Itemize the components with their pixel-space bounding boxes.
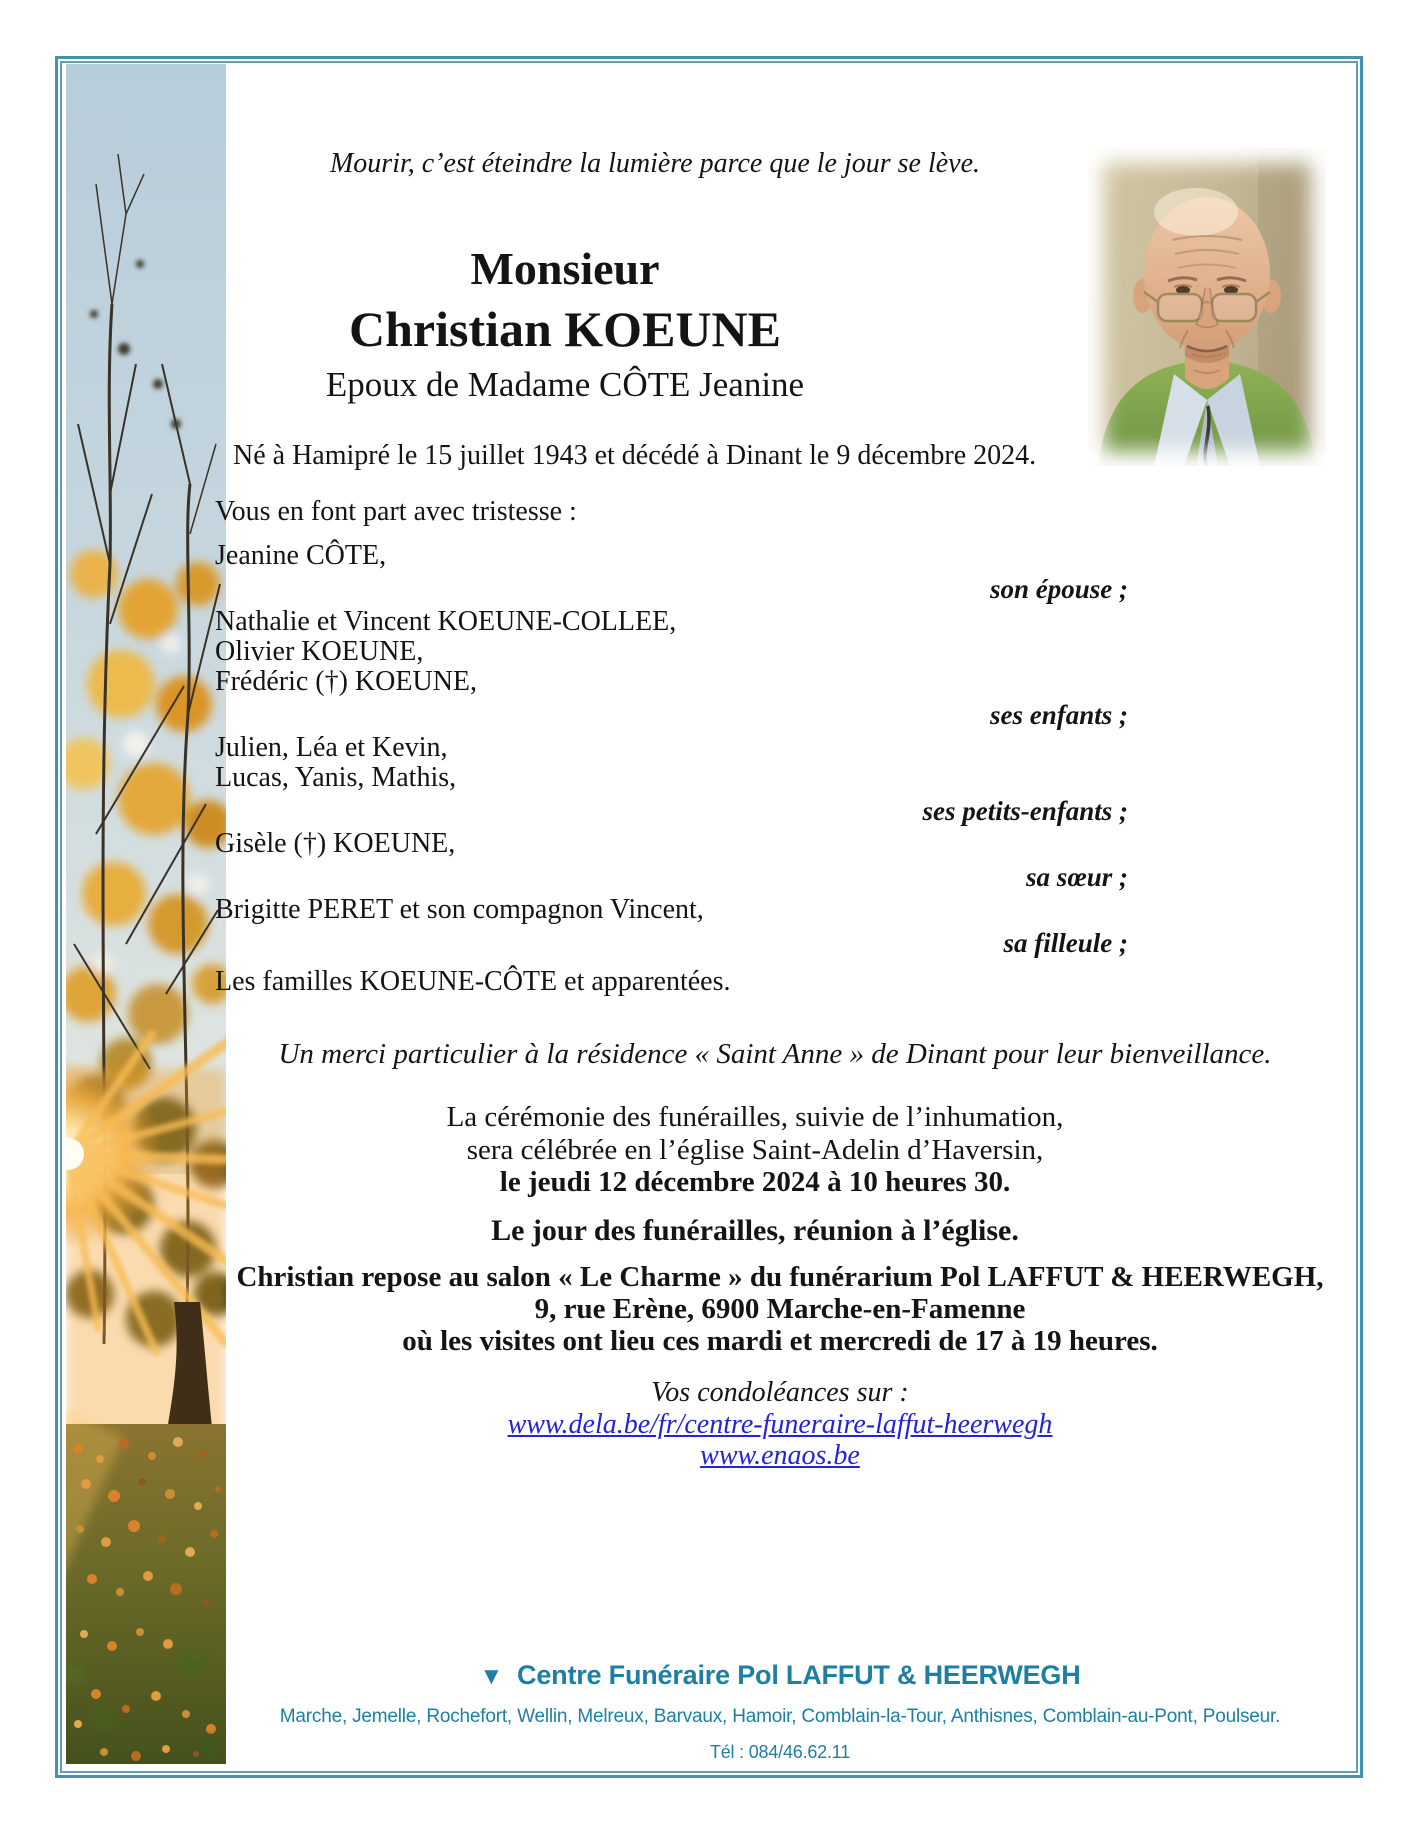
family-group	[215, 541, 1128, 604]
family-relation-label: ses petits-enfants ;	[922, 796, 1128, 826]
spouse-line: Epoux de Madame CÔTE Jeanine	[325, 365, 805, 404]
funeral-home-footer	[225, 1660, 1335, 1763]
portrait-vignette	[1088, 148, 1326, 466]
repose-visits-line: où les visites ont lieu ces mardi et mercredi de 17 à 19 heures.	[402, 1325, 1158, 1357]
family-relation-label: sa sœur ;	[1025, 862, 1128, 892]
funeral-home-cities: Marche, Jemelle, Rochefort, Wellin, Melreux, Barvaux, Hamoir, Comblain-la-Tour, Anthisnes, Comblain-au-Pont, Poulseur.	[279, 1706, 1281, 1727]
autumn-trees-photo	[66, 64, 226, 1764]
meeting-line: Le jour des funérailles, réunion à l’église.	[491, 1213, 1019, 1247]
family-member-name: Brigitte PERET et son compagnon Vincent,	[215, 894, 704, 925]
announcement-line: Vous en font part avec tristesse :	[215, 496, 577, 527]
family-relation-label: sa filleule ;	[1003, 928, 1128, 958]
condolences-link-dela[interactable]: www.dela.be/fr/centre-funeraire-laffut-heerwegh	[507, 1408, 1053, 1440]
ceremony-block	[160, 1101, 1350, 1247]
family-member-name: Frédéric (†) KOEUNE,	[215, 666, 478, 697]
family-member-name: Olivier KOEUNE,	[215, 636, 424, 667]
thanks-line: Un merci particulier à la résidence « Saint Anne » de Dinant pour leur bienveillance.	[278, 1038, 1272, 1070]
family-member-name: Lucas, Yanis, Mathis,	[215, 762, 457, 793]
funeral-home-name	[225, 1660, 1335, 1691]
family-group	[215, 607, 1128, 730]
funeral-home-name-text: Centre Funéraire Pol LAFFUT & HEERWEGH	[517, 1660, 1081, 1690]
family-relation-label: son épouse ;	[989, 574, 1128, 604]
deceased-name: Christian KOEUNE	[348, 301, 781, 357]
condolences-block	[225, 1377, 1335, 1472]
title-prefix: Monsieur	[470, 243, 660, 294]
family-group	[215, 895, 1128, 958]
ceremony-line-2: sera célébrée en l’église Saint-Adelin d’Haversin,	[466, 1133, 1044, 1166]
family-list	[215, 541, 1128, 961]
family-member-name: Jeanine CÔTE,	[215, 540, 387, 571]
birth-death-line: Né à Hamipré le 15 juillet 1943 et décédé à Dinant le 9 décembre 2024.	[233, 440, 1037, 471]
families-line: Les familles KOEUNE-CÔTE et apparentées.	[215, 966, 731, 997]
family-group	[215, 829, 1128, 892]
repose-line-1: Christian repose au salon « Le Charme » du funérarium Pol LAFFUT & HEERWEGH,	[236, 1261, 1324, 1293]
funeral-home-phone: Tél : 084/46.62.11	[709, 1742, 851, 1762]
family-member-name: Gisèle (†) KOEUNE,	[215, 828, 456, 859]
family-relation-label: ses enfants ;	[989, 700, 1128, 730]
memorial-quote: Mourir, c’est éteindre la lumière parce que le jour se lève.	[329, 148, 981, 179]
family-group	[215, 733, 1128, 826]
family-member-name: Julien, Léa et Kevin,	[215, 732, 448, 763]
condolences-link-enaos[interactable]: www.enaos.be	[700, 1440, 860, 1471]
repose-block	[225, 1261, 1335, 1357]
triangle-logo-icon: ▼	[479, 1663, 504, 1690]
ceremony-date-line: le jeudi 12 décembre 2024 à 10 heures 30.	[499, 1166, 1011, 1198]
ceremony-line-1: La cérémonie des funérailles, suivie de l’inhumation,	[446, 1101, 1064, 1133]
deceased-portrait-photo	[1088, 148, 1326, 466]
title-block	[225, 240, 905, 409]
repose-address-line: 9, rue Erène, 6900 Marche-en-Famenne	[534, 1293, 1026, 1325]
condolences-intro: Vos condoléances sur :	[651, 1377, 909, 1408]
family-member-name: Nathalie et Vincent KOEUNE-COLLEE,	[215, 606, 677, 637]
